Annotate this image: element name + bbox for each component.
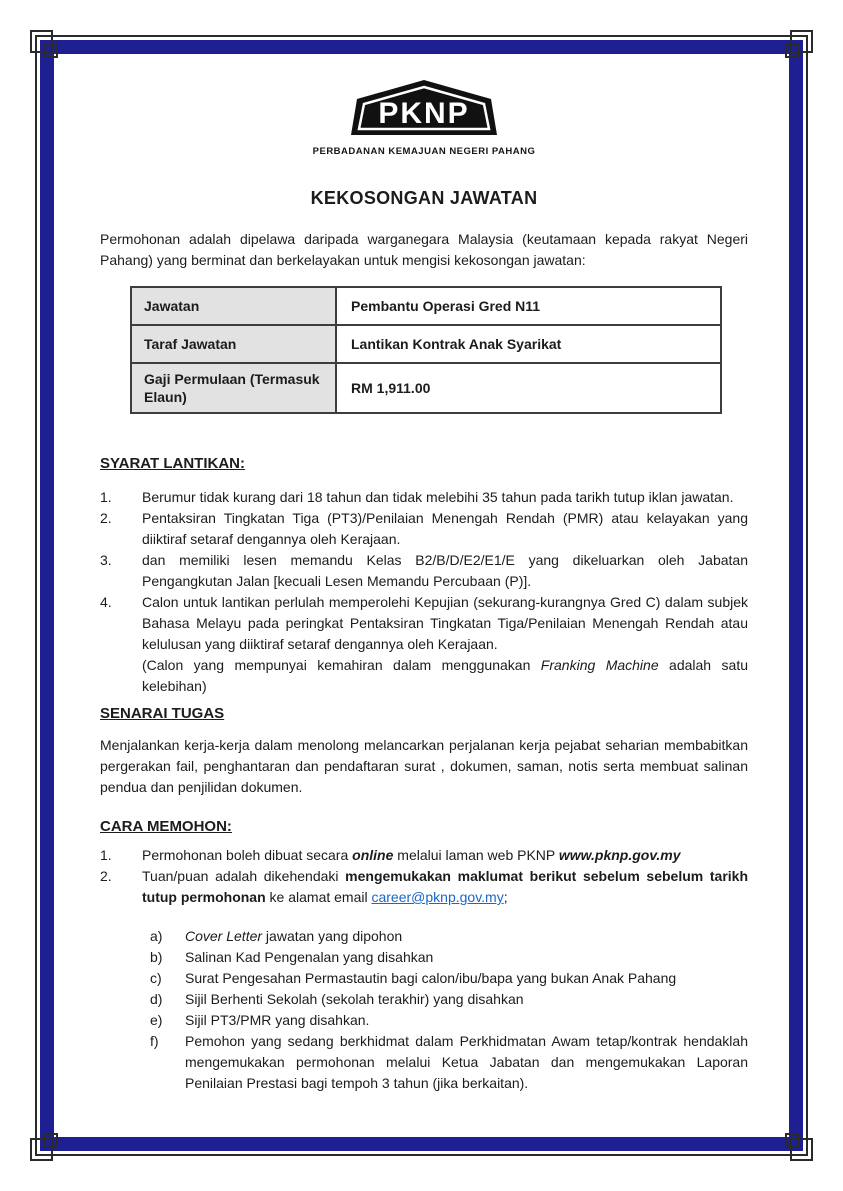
note-italic-franking-machine: Franking Machine — [540, 657, 659, 673]
list-item-text: Berumur tidak kurang dari 18 tahun dan tidak melebihi 35 tahun pada tarikh tutup iklan jawatan. — [142, 489, 734, 505]
cover-letter-italic: Cover Letter — [185, 928, 263, 944]
list-item — [150, 926, 748, 947]
list-item — [150, 1031, 748, 1094]
table-row — [131, 325, 721, 363]
cara-memohon-list — [100, 845, 748, 1094]
list-item — [150, 989, 748, 1010]
list-item-text — [185, 926, 748, 947]
pknp-logo-icon — [345, 78, 503, 140]
list-item-number: 1. — [100, 847, 112, 863]
syarat-list — [100, 487, 748, 697]
section-heading-syarat-lantikan: SYARAT LANTIKAN: — [100, 455, 245, 472]
syarat-note — [142, 655, 748, 697]
career-email-link[interactable]: career@pknp.gov.my — [371, 889, 504, 905]
list-item — [100, 508, 748, 550]
list-item-text: Sijil PT3/PMR yang disahkan. — [185, 1012, 370, 1028]
list-item-text: Pentaksiran Tingkatan Tiga (PT3)/Penilaian Menengah Rendah (PMR) atau kelayakan yang diiktiraf setaraf dengannya oleh Kerajaan. — [142, 510, 748, 547]
list-item-number: 3. — [100, 552, 112, 568]
logo-organization-name: PERBADANAN KEMAJUAN NEGERI PAHANG — [312, 146, 536, 157]
border-corner-ornament-top-right-inner — [785, 43, 800, 58]
job-salary-label: Gaji Permulaan (Termasuk Elaun) — [131, 363, 336, 413]
list-item — [150, 947, 748, 968]
list-item-letter: e) — [150, 1012, 163, 1028]
deadline-emphasis: mengemukakan maklumat berikut sebelum sebelum tarikh tutup permohonan — [142, 868, 749, 905]
list-item-text — [142, 845, 748, 866]
document-body — [100, 0, 748, 1094]
list-item-number: 2. — [100, 510, 112, 526]
job-title-label: Jawatan — [131, 287, 336, 325]
list-item-text: Sijil Berhenti Sekolah (sekolah terakhir) yang disahkan — [185, 991, 524, 1007]
border-corner-ornament-top-left-inner — [43, 43, 58, 58]
required-documents-list — [100, 926, 748, 1094]
pknp-logo — [100, 78, 748, 157]
list-item-letter: f) — [150, 1033, 159, 1049]
note-text: adalah satu kelebihan) — [142, 657, 748, 694]
table-row — [131, 363, 721, 413]
item-text: ; — [503, 889, 508, 905]
border-corner-ornament-bottom-left-inner — [43, 1133, 58, 1148]
page-title: KEKOSONGAN JAWATAN — [310, 188, 538, 208]
job-details-table — [130, 286, 722, 414]
item-text: jawatan yang dipohon — [262, 928, 403, 944]
table-row — [131, 287, 721, 325]
list-item-text: Pemohon yang sedang berkhidmat dalam Perkhidmatan Awam tetap/kontrak hendaklah mengemukakan permohonan melalui Ketua Jabatan dan mengemukakan Laporan Penilaian Prestasi bagi tempoh 3 tahun (jika berkaitan). — [185, 1033, 748, 1091]
job-status-label: Taraf Jawatan — [131, 325, 336, 363]
section-heading-cara-memohon: CARA MEMOHON: — [100, 818, 232, 835]
list-item — [100, 487, 748, 508]
list-item — [150, 1010, 748, 1031]
item-text: melalui laman web PKNP — [393, 847, 559, 863]
logo-acronym: PKNP — [378, 97, 470, 130]
pknp-website-url: www.pknp.gov.my — [558, 847, 681, 863]
list-item — [100, 866, 748, 908]
section-heading-senarai-tugas: SENARAI TUGAS — [100, 705, 225, 722]
border-corner-ornament-bottom-right-inner — [785, 1133, 800, 1148]
list-item-letter: c) — [150, 970, 162, 986]
online-emphasis: online — [352, 847, 394, 863]
list-item — [150, 968, 748, 989]
list-item-number: 4. — [100, 594, 112, 610]
list-item-number: 2. — [100, 868, 112, 884]
list-item — [100, 592, 748, 655]
job-salary-value: RM 1,911.00 — [336, 363, 721, 413]
list-item-text — [142, 866, 748, 908]
job-status-value: Lantikan Kontrak Anak Syarikat — [336, 325, 721, 363]
item-text: ke alamat email — [265, 889, 372, 905]
item-text: Permohonan boleh dibuat secara — [142, 847, 353, 863]
list-item — [100, 845, 748, 866]
list-item-text: Surat Pengesahan Permastautin bagi calon/ibu/bapa yang bukan Anak Pahang — [185, 970, 677, 986]
list-item — [100, 550, 748, 592]
list-item-text: Calon untuk lantikan perlulah memperolehi Kepujian (sekurang-kurangnya Gred C) dalam subjek Bahasa Melayu pada peringkat Pentaksiran Tingkatan Tiga/Penilaian Menengah Rendah atau kelulusan yang diiktiraf setaraf dengannya oleh Kerajaan. — [142, 594, 748, 652]
note-text: (Calon yang mempunyai kemahiran dalam menggunakan — [142, 657, 541, 673]
senarai-tugas-paragraph: Menjalankan kerja-kerja dalam menolong melancarkan perjalanan kerja pejabat seharian membabitkan pergerakan fail, penghantaran dan pendaftaran surat , dokumen, saman, notis serta membuat salinan pendua dan penjilidan dokumen. — [100, 737, 748, 795]
list-item-text: dan memiliki lesen memandu Kelas B2/B/D/E2/E1/E yang dikeluarkan oleh Jabatan Pengangkutan Jalan [kecuali Lesen Memandu Percubaan (P)]. — [142, 552, 748, 589]
job-title-value: Pembantu Operasi Gred N11 — [336, 287, 721, 325]
list-item-letter: d) — [150, 991, 163, 1007]
item-text: Tuan/puan adalah dikehendaki — [142, 868, 346, 884]
list-item-text: Salinan Kad Pengenalan yang disahkan — [185, 949, 434, 965]
intro-paragraph: Permohonan adalah dipelawa daripada warganegara Malaysia (keutamaan kepada rakyat Negeri Pahang) yang berminat dan berkelayakan untuk mengisi kekosongan jawatan: — [100, 231, 748, 268]
list-item-letter: b) — [150, 949, 163, 965]
list-item-number: 1. — [100, 489, 112, 505]
list-item-letter: a) — [150, 928, 163, 944]
